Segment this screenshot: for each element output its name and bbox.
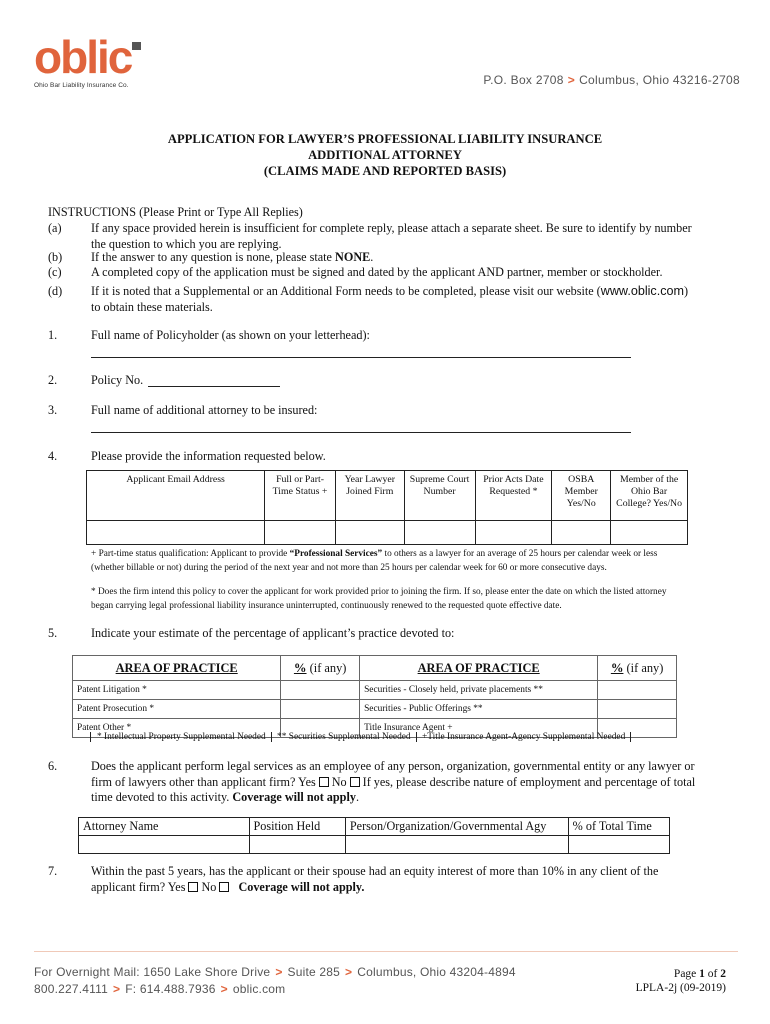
col-position: Position Held [249, 818, 345, 836]
supreme-court-cell[interactable] [404, 521, 475, 545]
practice-pct-cell[interactable] [598, 681, 677, 700]
instr-b-label: (b) [48, 250, 63, 264]
q7-no-label: No [201, 879, 217, 894]
q7-yes-label: applicant firm? Yes [91, 879, 186, 894]
footer-fax: F: 614.488.7936 [125, 982, 216, 996]
instr-d-text [91, 284, 688, 315]
q6-coverage-warning: Coverage will not apply [232, 790, 356, 804]
practice-area-label: Securities - Public Offerings ** [360, 700, 598, 719]
footer-divider [34, 951, 738, 952]
logo-subtitle: Ohio Bar Liability Insurance Co. [34, 82, 129, 89]
q6-number: 6. [48, 759, 58, 773]
q6-yes-checkbox[interactable] [319, 777, 329, 787]
page-info [636, 967, 726, 995]
q6-line3-pre: time devoted to this activity. [91, 790, 233, 804]
oblic-logo [34, 31, 164, 89]
status-cell[interactable] [265, 521, 336, 545]
pct-header-left [281, 656, 360, 681]
logo-wordmark: oblic [34, 31, 132, 83]
securities-supplemental: ** Securities Supplemental Needed [271, 732, 411, 742]
employment-header-row [79, 818, 670, 836]
attorney-name-cell[interactable] [79, 836, 250, 854]
year-cell[interactable] [335, 521, 404, 545]
page-of: of [704, 968, 721, 980]
practice-area-label: Patent Prosecution * [73, 700, 281, 719]
q6-yes-label: firm of lawyers other than applicant firm? Yes [91, 774, 316, 789]
attorney-info-table [86, 470, 688, 545]
logo-flag-icon [132, 42, 141, 50]
note-plus-bold: “Professional Services” [289, 549, 383, 559]
q2-text: Policy No. [91, 373, 144, 387]
area-header-left: AREA OF PRACTICE [73, 656, 281, 681]
practice-area-label: Securities - Closely held, private placements ** [360, 681, 598, 700]
practice-pct-cell[interactable] [281, 700, 360, 719]
instr-a-text [91, 221, 692, 252]
q3-text: Full name of additional attorney to be insured: [91, 403, 318, 417]
q1-text: Full name of Policyholder (as shown on your letterhead): [91, 328, 370, 342]
title-line-3: (CLAIMS MADE AND REPORTED BASIS) [263, 164, 507, 178]
instructions-heading: INSTRUCTIONS (Please Print or Type All Replies) [48, 205, 303, 219]
prior-acts-cell[interactable] [475, 521, 552, 545]
col-year-joined: Year Lawyer Joined Firm [335, 471, 404, 521]
title-agent-supplemental: +Title Insurance Agent-Agency Supplemental Needed [416, 732, 631, 742]
arrow-icon: > [275, 965, 283, 979]
email-cell[interactable] [87, 521, 265, 545]
q6-line2-post: If yes, please describe nature of employment and percentage of total [362, 774, 696, 789]
instr-a-label: (a) [48, 221, 62, 235]
city-zip: Columbus, Ohio 43216-2708 [579, 73, 740, 87]
instr-c-text: A completed copy of the application must be signed and dated by the applicant AND partner, member or stockholder. [91, 265, 663, 279]
supplementals-row [90, 731, 631, 744]
practice-pct-cell[interactable] [598, 700, 677, 719]
q4-number: 4. [48, 449, 58, 463]
organization-cell[interactable] [345, 836, 568, 854]
practice-area-label: Title Insurance Agent + [360, 719, 598, 738]
q7-number: 7. [48, 864, 58, 878]
instr-d-post: ) [684, 284, 689, 298]
practice-area-header-row [73, 656, 677, 681]
col-organization: Person/Organization/Governmental Agy [345, 818, 568, 836]
col-prior-acts: Prior Acts Date Requested * [475, 471, 552, 521]
q6-no-label: No [331, 774, 347, 789]
instr-d-label: (d) [48, 284, 63, 298]
part-time-note [91, 547, 731, 575]
instr-b-text [91, 250, 373, 266]
title-line-1: APPLICATION FOR LAWYER’S PROFESSIONAL LIABILITY INSURANCE [167, 132, 603, 146]
page-number: 1 [699, 968, 705, 980]
footer-contact [34, 982, 285, 996]
pct-symbol-right: % [610, 660, 624, 675]
q7-line1: Within the past 5 years, has the applicant or their spouse had an equity interest of more than 10% in any client of the [91, 864, 659, 878]
employment-entry-row [79, 836, 670, 854]
q1-number: 1. [48, 328, 58, 342]
page-label: Page [673, 968, 700, 980]
col-bar-college: Member of the Ohio Bar College? Yes/No [611, 471, 688, 521]
q6-text [91, 759, 741, 806]
arrow-icon: > [345, 965, 353, 979]
footer-street: For Overnight Mail: 1650 Lake Shore Drive [34, 965, 271, 979]
note-plus-post: to others as a lawyer for an average of 25 hours per calendar week or less [382, 549, 658, 559]
page-total: 2 [720, 968, 726, 980]
form-code: LPLA-2j (09-2019) [635, 982, 726, 994]
policyholder-name-field[interactable] [91, 357, 631, 358]
instr-d-line2: to obtain these materials. [91, 299, 213, 314]
q3-number: 3. [48, 403, 58, 417]
policy-number-field[interactable] [148, 386, 280, 387]
col-attorney-name: Attorney Name [79, 818, 250, 836]
q7-text [91, 864, 741, 895]
instr-c-label: (c) [48, 265, 62, 279]
footer-phone: 800.227.4111 [34, 982, 109, 996]
instr-b-pre: If the answer to any question is none, please state [91, 250, 336, 264]
footer-overnight-address [34, 965, 516, 979]
q2-number: 2. [48, 373, 58, 387]
attorney-info-header-row [87, 471, 688, 521]
practice-area-table [72, 655, 677, 738]
note-star-line1: * Does the firm intend this policy to cover the applicant for work provided prior to joining the firm. If so, please enter the date on which the listed attorney [91, 587, 667, 597]
practice-area-label: Patent Other * [73, 719, 281, 738]
q7-yes-checkbox[interactable] [188, 882, 198, 892]
position-cell[interactable] [249, 836, 345, 854]
instr-b-none: NONE [335, 250, 371, 264]
col-supreme-court: Supreme Court Number [404, 471, 475, 521]
arrow-icon: > [567, 73, 576, 87]
bar-college-cell[interactable] [611, 521, 688, 545]
website-link[interactable]: www.oblic.com [600, 284, 685, 298]
po-box: P.O. Box 2708 [483, 73, 564, 87]
form-title [0, 131, 770, 179]
q7-coverage-warning: Coverage will not apply. [238, 879, 365, 894]
q5-number: 5. [48, 626, 58, 640]
pct-sub-left: (if any) [309, 660, 347, 675]
header-address [483, 73, 740, 87]
q6-line3-post: . [355, 790, 359, 804]
instr-a-line2: the question to which you are replying. [91, 236, 282, 251]
pct-sub-right: (if any) [626, 660, 664, 675]
instr-d-pre: If it is noted that a Supplemental or an Additional Form needs to be completed, please visit our website ( [91, 284, 601, 298]
footer-suite: Suite 285 [287, 965, 341, 979]
pct-header-right [598, 656, 677, 681]
pct-time-cell[interactable] [568, 836, 669, 854]
note-plus-pre: + Part-time status qualification: Applicant to provide [91, 549, 290, 559]
practice-area-label: Patent Litigation * [73, 681, 281, 700]
area-header-right: AREA OF PRACTICE [360, 656, 598, 681]
additional-attorney-name-field[interactable] [91, 432, 631, 433]
practice-pct-cell[interactable] [281, 681, 360, 700]
attorney-info-entry-row [87, 521, 688, 545]
q4-text: Please provide the information requested below. [91, 449, 326, 463]
q6-line1: Does the applicant perform legal services as an employee of any person, organization, governmental entity or any lawyer or [91, 759, 695, 773]
q5-text: Indicate your estimate of the percentage of applicant’s practice devoted to: [91, 626, 455, 640]
footer-city: Columbus, Ohio 43204-4894 [357, 965, 516, 979]
pct-symbol-left: % [293, 660, 307, 675]
q7-no-checkbox[interactable] [219, 882, 229, 892]
arrow-icon: > [220, 982, 228, 996]
employment-table [78, 817, 670, 854]
prior-acts-note [91, 585, 751, 613]
arrow-icon: > [113, 982, 121, 996]
footer-website[interactable]: oblic.com [232, 982, 286, 996]
instr-b-post: . [370, 250, 374, 264]
ip-supplemental: * Intellectual Property Supplemental Needed [90, 732, 266, 742]
col-pct-time: % of Total Time [568, 818, 669, 836]
instr-a-line1: If any space provided herein is insufficient for complete reply, please attach a separate sheet. Be sure to identify by number [91, 221, 692, 235]
practice-area-row [73, 681, 677, 700]
osba-cell[interactable] [552, 521, 611, 545]
note-plus-line2: (whether billable or not) during the period of the next year and not more than 25 hours per calendar week for 60 or more consecutive days. [91, 563, 607, 573]
col-email: Applicant Email Address [87, 471, 265, 521]
note-star-line2: began carrying legal professional liability insurance uninterrupted, continuously renewed to the requested quote effective date. [91, 601, 562, 611]
title-line-2: ADDITIONAL ATTORNEY [308, 148, 462, 162]
col-osba: OSBA Member Yes/No [552, 471, 611, 521]
q6-no-checkbox[interactable] [350, 777, 360, 787]
practice-area-row [73, 700, 677, 719]
col-status: Full or Part-Time Status + [265, 471, 336, 521]
